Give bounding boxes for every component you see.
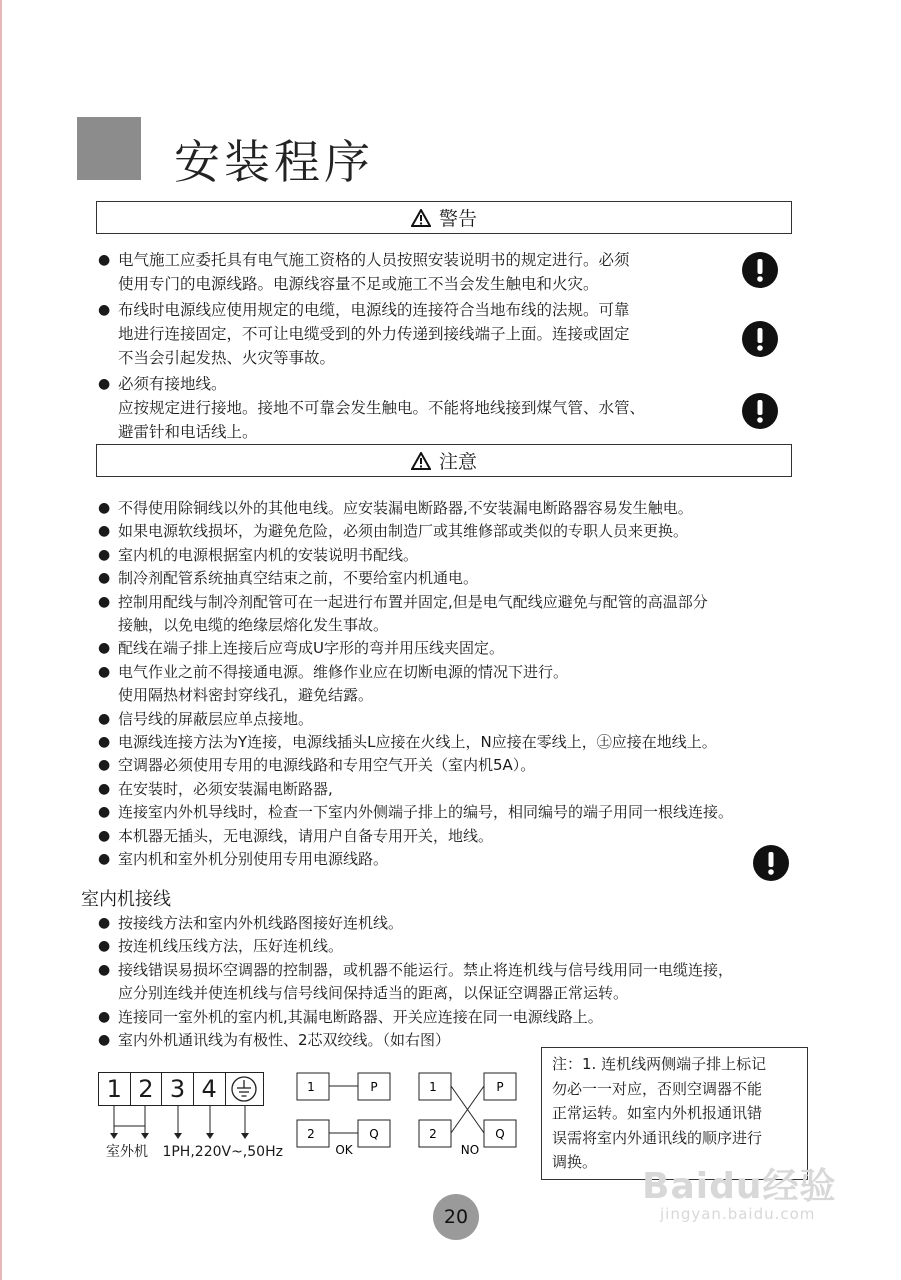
list-item-line: 接触，以免电缆的绝缘层熔化发生事故。 [118,616,389,635]
wiring-diagram-no [418,1072,518,1158]
diagram-no-right-q: Q [495,1127,505,1141]
list-item-line: 室内机和室外机分别使用专用电源线路。 [118,850,389,869]
list-item-line: 按连机线压线方法，压好连机线。 [118,937,344,956]
note-line: 注：1. 连机线两侧端子排上标记 [552,1055,767,1073]
bullet-icon: ● [98,1032,111,1049]
list-item-line: 电气作业之前不得接通电源。维修作业应在切断电源的情况下进行。 [118,662,569,681]
list-item-line: 如果电源软线损坏，为避免危险，必须由制造厂或其维修部或类似的专职人员来更换。 [118,522,689,541]
note-line: 勿必一一对应，否则空调器不能 [552,1079,763,1098]
note-line: 误需将室内外通讯线的顺序进行 [552,1128,763,1147]
list-item [96,959,816,1006]
terminal-wire-arrows [98,1106,268,1142]
bullet-icon: ● [98,302,111,318]
watermark-sub: jingyan.baidu.com [660,1205,816,1223]
bullet-icon: ● [98,593,111,610]
indoor-wiring-heading: 室内机接线 [81,889,171,910]
warning-triangle-icon [411,452,431,470]
list-item-line: 地进行连接固定，不可让电缆受到的外力传递到接线端子上面。连接或固定 [118,325,630,343]
bullet-icon: ● [98,851,111,868]
warning-heading: 警告 [438,208,477,230]
diagram-ok-left-1: 1 [307,1080,315,1094]
bullet-icon: ● [98,570,111,587]
list-item [96,248,696,296]
list-item [96,1006,816,1029]
mandatory-exclamation-icon [741,251,779,289]
terminal-block [98,1072,264,1106]
diagram-no-right-p: P [496,1080,504,1094]
bullet-icon: ● [98,780,111,797]
list-item [96,544,816,567]
title-block-marker [77,117,141,180]
list-item-line: 电源线连接方法为Y连接，电源线插头L应接在火线上，N应接在零线上，㊏应接在地线上。 [118,733,717,752]
list-item-line: 控制用配线与制冷剂配管可在一起进行布置并固定,但是电气配线应避免与配管的高温部分 [118,592,708,611]
ground-icon [230,1075,258,1103]
list-item [96,520,816,543]
note-line: 正常运转。如室内外机报通讯错 [552,1104,763,1122]
bullet-icon: ● [98,640,111,657]
warning-list [96,248,696,446]
list-item-line: 连接同一室外机的室内机,其漏电断路器、开关应连接在同一电源线路上。 [118,1007,603,1026]
page-edge-line [0,0,2,1280]
list-item [96,825,816,848]
list-item [96,497,816,520]
bullet-icon: ● [98,938,111,955]
list-item-line: 空调器必须使用专用的电源线路和专用空气开关（室内机5A）。 [118,756,536,775]
list-item-line: 电气施工应委托具有电气施工资格的人员按照安装说明书的规定进行。必须 [118,251,630,269]
list-item [96,912,816,935]
terminal-caption-spec: 1PH,220V~,50Hz [162,1144,283,1160]
diagram-ok-left-2: 2 [307,1127,315,1141]
bullet-icon: ● [98,500,111,516]
list-item [96,708,816,731]
bullet-icon: ● [98,804,111,821]
diagram-ok-right-q: Q [369,1127,379,1141]
list-item-line: 信号线的屏蔽层应单点接地。 [118,709,314,728]
terminal-cell: 3 [162,1073,194,1105]
bullet-icon: ● [98,523,111,540]
caution-list [96,497,816,872]
list-item-line: 应分别连线并使连机线与信号线间保持适当的距离，以保证空调器正常运转。 [118,984,629,1003]
mandatory-exclamation-icon [741,392,779,430]
page-number: 20 [433,1194,479,1240]
caution-banner [96,444,792,477]
list-item [96,637,816,660]
list-item-line: 室内机的电源根据室内机的安装说明书配线。 [118,545,419,564]
list-item-line: 不当会引起发热、火灾等事故。 [118,349,336,367]
bullet-icon: ● [98,546,111,563]
list-item [96,372,696,444]
bullet-icon: ● [98,376,111,392]
diagram-ok-right-p: P [370,1080,378,1094]
list-item [96,661,816,708]
bullet-icon: ● [98,663,111,680]
list-item-line: 按接线方法和室内外机线路图接好连机线。 [118,914,404,932]
diagram-ok-label: OK [335,1143,353,1157]
mandatory-exclamation-icon [752,844,790,882]
list-item-line: 必须有接地线。 [118,375,227,393]
warning-banner [96,201,792,234]
list-item [96,591,816,638]
diagram-no-left-1: 1 [429,1080,437,1094]
list-item-line: 不得使用除铜线以外的其他电线。应安装漏电断路器,不安装漏电断路器容易发生触电。 [118,499,693,517]
terminal-caption [106,1141,283,1161]
ground-terminal-cell [226,1073,264,1105]
mandatory-exclamation-icon [741,320,779,358]
list-item-line: 应按规定进行接地。接地不可靠会发生触电。不能将地线接到煤气管、水管、 [118,399,646,417]
diagram-no-left-2: 2 [429,1127,437,1141]
caution-heading: 注意 [438,451,477,473]
list-item [96,567,816,590]
list-item [96,298,696,370]
indoor-wiring-list [96,912,816,1052]
list-item [96,778,816,801]
baidu-watermark [642,1158,836,1223]
list-item [96,801,816,824]
bullet-icon: ● [98,252,111,268]
bullet-icon: ● [98,757,111,774]
diagram-no-label: NO [460,1143,480,1157]
page-title: 安装程序 [174,135,374,189]
warning-triangle-icon [411,209,431,227]
list-item-line: 本机器无插头，无电源线，请用户自备专用开关，地线。 [118,826,494,845]
list-item [96,731,816,754]
watermark-main: Baidu经验 [642,1166,837,1207]
terminal-cell: 2 [131,1073,163,1105]
bullet-icon: ● [98,734,111,751]
list-item [96,848,816,871]
terminal-cell: 1 [99,1073,131,1105]
bullet-icon: ● [98,915,111,931]
list-item-line: 避雷针和电话线上。 [118,423,258,441]
list-item-line: 制冷剂配管系统抽真空结束之前，不要给室内机通电。 [118,569,479,588]
terminal-cell: 4 [194,1073,226,1105]
bullet-icon: ● [98,961,111,978]
bullet-icon: ● [98,710,111,727]
list-item [96,935,816,958]
list-item-line: 连接室内外机导线时，检查一下室内外侧端子排上的编号，相同编号的端子用同一根线连接。 [118,803,734,822]
list-item-line: 室内外机通讯线为有极性、2芯双绞线。（如右图） [118,1031,451,1050]
list-item [96,754,816,777]
terminal-caption-unit: 室外机 [106,1144,148,1160]
list-item-line: 接线错误易损坏空调器的控制器，或机器不能运行。禁止将连机线与信号线用同一电缆连接， [118,960,734,979]
list-item-line: 使用专门的电源线路。电源线容量不足或施工不当会发生触电和火灾。 [118,275,599,293]
wiring-diagram-ok [296,1072,396,1158]
bullet-icon: ● [98,1008,111,1025]
list-item-line: 使用隔热材料密封穿线孔，避免结露。 [118,686,374,705]
note-line: 调换。 [552,1153,598,1171]
list-item-line: 布线时电源线应使用规定的电缆，电源线的连接符合当地布线的法规。可靠 [118,301,630,319]
bullet-icon: ● [98,827,111,844]
list-item-line: 在安装时，必须安装漏电断路器, [118,779,333,798]
list-item-line: 配线在端子排上连接后应弯成U字形的弯并用压线夹固定。 [118,639,504,658]
